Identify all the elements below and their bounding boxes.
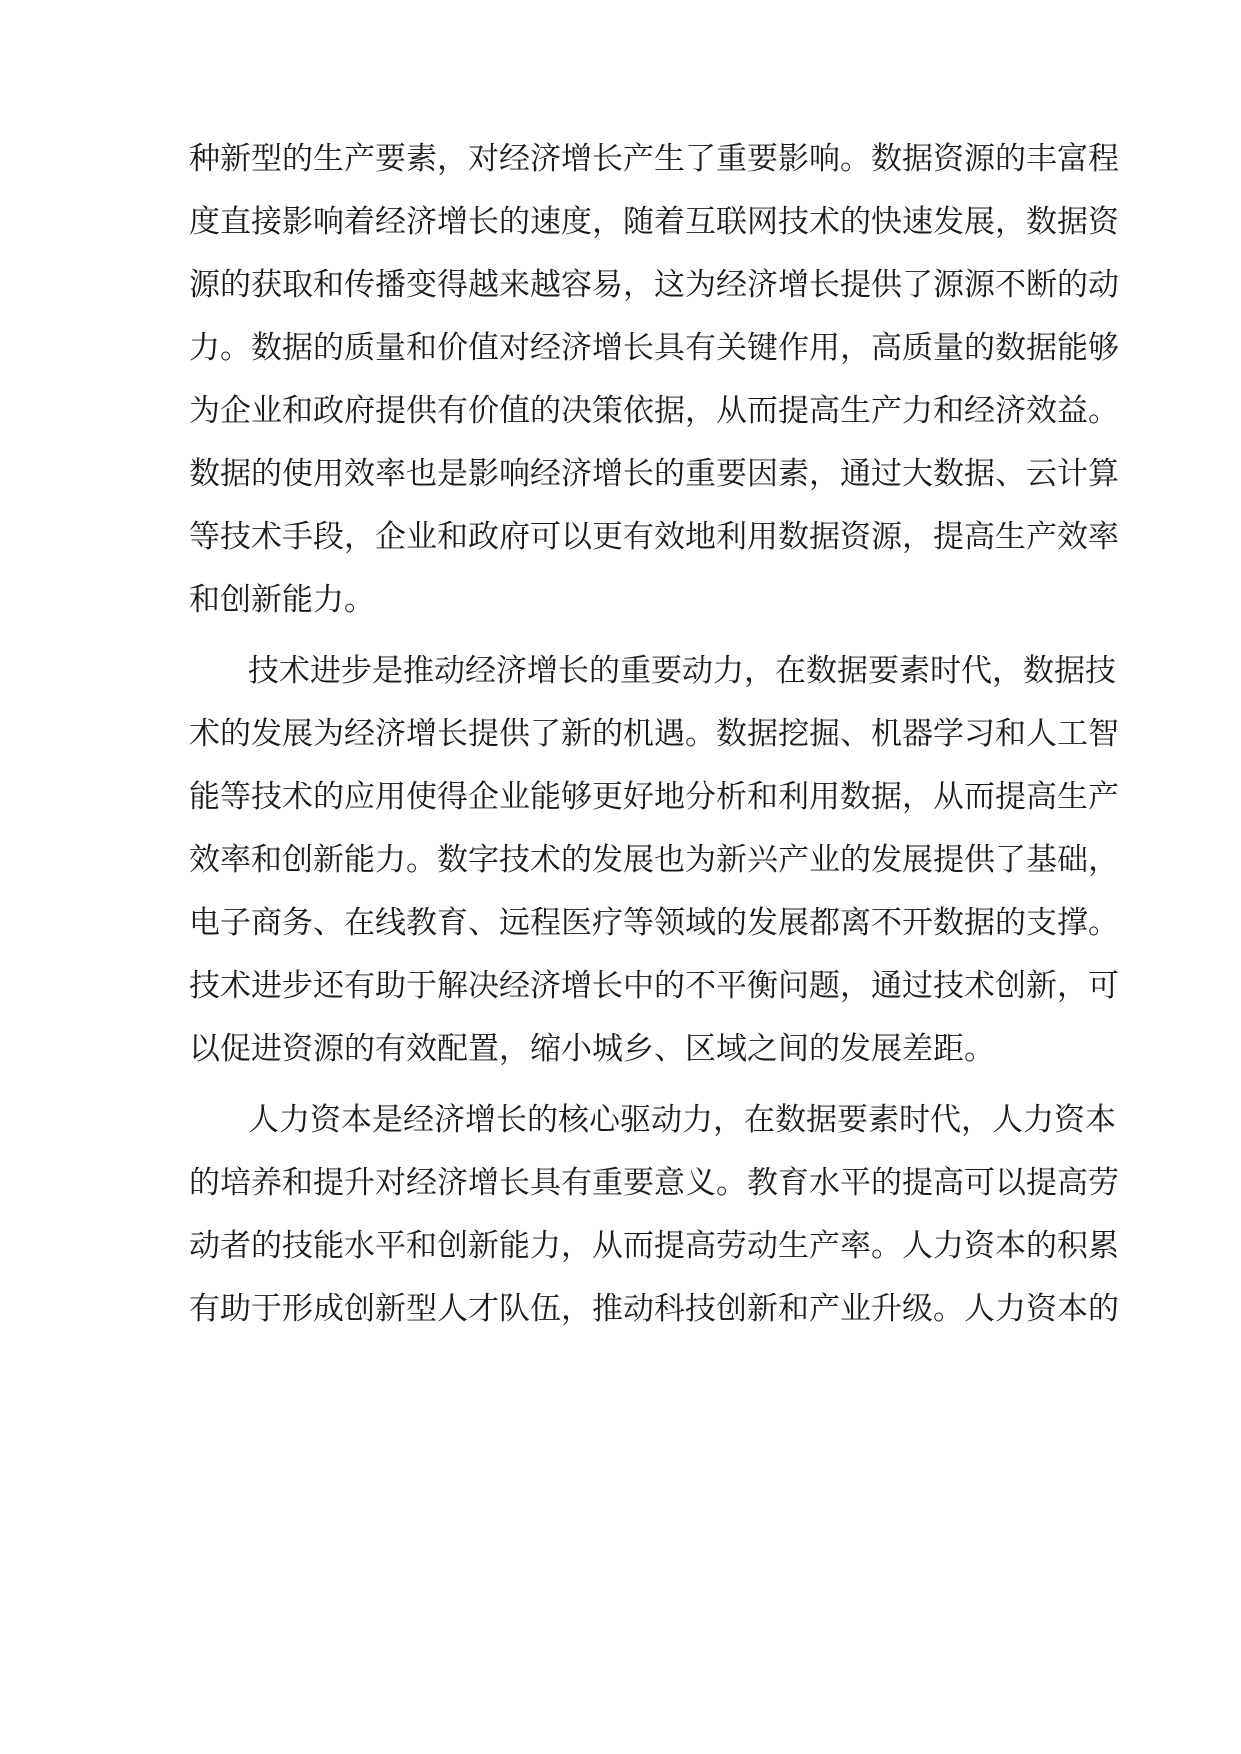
text-line: 力。数据的质量和价值对经济增长具有关键作用，高质量的数据能够 [189,330,1119,366]
text-line: 动者的技能水平和创新能力，从而提高劳动生产率。人力资本的积累 [189,1228,1119,1264]
text-line: 术的发展为经济增长提供了新的机遇。数据挖掘、机器学习和人工智 [189,716,1119,752]
text-line: 的培养和提升对经济增长具有重要意义。教育水平的提高可以提高劳 [189,1165,1119,1201]
text-line: 能等技术的应用使得企业能够更好地分析和利用数据，从而提高生产 [189,779,1119,815]
text-line: 技术进步还有助于解决经济增长中的不平衡问题，通过技术创新，可 [189,968,1119,1004]
text-line: 度直接影响着经济增长的速度，随着互联网技术的快速发展，数据资 [189,204,1119,240]
text-line: 为企业和政府提供有价值的决策依据，从而提高生产力和经济效益。 [189,393,1119,429]
paragraph-first-line: 人力资本是经济增长的核心驱动力，在数据要素时代，人力资本 [248,1102,1116,1138]
text-line: 等技术手段，企业和政府可以更有效地利用数据资源，提高生产效率 [189,519,1119,555]
text-line: 有助于形成创新型人才队伍，推动科技创新和产业升级。人力资本的 [189,1291,1119,1327]
text-line: 数据的使用效率也是影响经济增长的重要因素，通过大数据、云计算 [189,456,1119,492]
paragraph-first-line: 技术进步是推动经济增长的重要动力，在数据要素时代，数据技 [248,653,1116,689]
text-line: 种新型的生产要素，对经济增长产生了重要影响。数据资源的丰富程 [189,141,1119,177]
text-line: 电子商务、在线教育、远程医疗等领域的发展都离不开数据的支撑。 [189,905,1119,941]
text-line: 效率和创新能力。数字技术的发展也为新兴产业的发展提供了基础， [189,842,1119,878]
text-line: 和创新能力。 [189,582,375,618]
text-line: 以促进资源的有效配置，缩小城乡、区域之间的发展差距。 [189,1031,995,1067]
text-line: 源的获取和传播变得越来越容易，这为经济增长提供了源源不断的动 [189,267,1119,303]
